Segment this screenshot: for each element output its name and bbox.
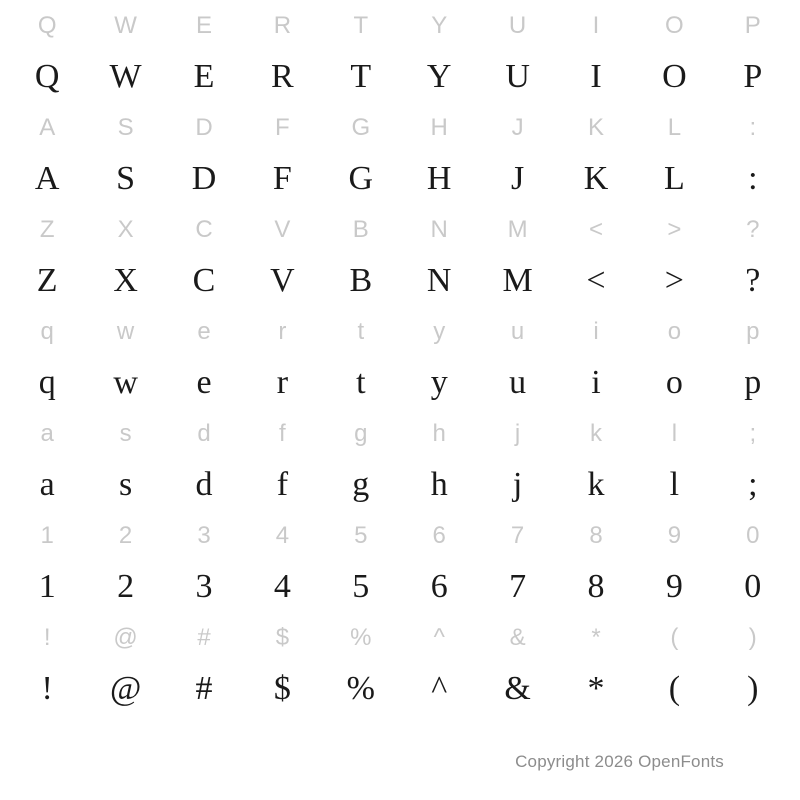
glyph-reference: t — [357, 317, 365, 345]
glyph-reference: k — [589, 419, 602, 447]
glyph-sample: Y — [426, 57, 452, 95]
glyph-sample: W — [109, 57, 142, 95]
glyph-reference: I — [592, 11, 600, 39]
glyph-sample: T — [350, 57, 372, 95]
glyph-sample: 0 — [744, 567, 762, 605]
glyph-reference: U — [508, 11, 527, 39]
glyph-reference: 2 — [118, 521, 133, 549]
glyph-reference: ! — [43, 623, 51, 651]
glyph-sample: Z — [36, 261, 58, 299]
glyph-reference: o — [667, 317, 682, 345]
glyph-sample: k — [587, 465, 605, 503]
glyph-sample: t — [356, 363, 366, 401]
glyph-sample: I — [590, 57, 602, 95]
glyph-row-sample — [0, 663, 800, 714]
glyph-sample: C — [192, 261, 216, 299]
glyph-reference: C — [195, 215, 213, 243]
glyph-reference: 9 — [667, 521, 682, 549]
glyph-sample: o — [665, 363, 683, 401]
glyph-sample: F — [272, 159, 292, 197]
glyph-sample: i — [591, 363, 601, 401]
glyph-reference: 8 — [589, 521, 603, 549]
glyph-sample: 8 — [587, 567, 605, 605]
glyph-sample: J — [510, 159, 525, 197]
glyph-sample: ? — [745, 261, 761, 299]
glyph-reference: ; — [749, 419, 757, 447]
glyph-row-sample — [0, 459, 800, 510]
glyph-sample: 4 — [273, 567, 291, 605]
glyph-sample: l — [669, 465, 680, 503]
glyph-sample: P — [743, 57, 763, 95]
glyph-sample: E — [193, 57, 215, 95]
glyph-reference: & — [509, 623, 526, 651]
glyph-sample: 2 — [117, 567, 135, 605]
glyph-sample: w — [113, 363, 138, 401]
glyph-row-sample — [0, 153, 800, 204]
glyph-reference: < — [588, 215, 603, 243]
glyph-reference: $ — [275, 623, 290, 651]
glyph-sample: O — [662, 57, 687, 95]
glyph-reference: > — [667, 215, 682, 243]
glyph-sample: $ — [273, 669, 291, 707]
glyph-sample: 7 — [509, 567, 527, 605]
glyph-reference: ^ — [433, 623, 445, 651]
glyph-reference: 7 — [510, 521, 525, 549]
glyph-reference: h — [432, 419, 446, 447]
glyph-sample: V — [270, 261, 295, 299]
glyph-reference: X — [117, 215, 134, 243]
glyph-reference: V — [274, 215, 291, 243]
glyph-reference: Y — [431, 11, 448, 39]
glyph-reference: 5 — [354, 521, 368, 549]
glyph-sample: M — [502, 261, 533, 299]
glyph-sample: p — [744, 363, 762, 401]
glyph-reference: % — [350, 623, 372, 651]
glyph-reference: : — [749, 113, 757, 141]
glyph-reference: * — [591, 623, 601, 651]
glyph-row-reference — [0, 0, 800, 51]
glyph-row-sample — [0, 51, 800, 102]
glyph-reference: T — [353, 11, 369, 39]
glyph-sample: ! — [41, 669, 53, 707]
glyph-reference: O — [665, 11, 684, 39]
glyph-reference: q — [40, 317, 54, 345]
glyph-reference: G — [351, 113, 371, 141]
glyph-reference: 6 — [432, 521, 446, 549]
glyph-reference: # — [197, 623, 211, 651]
glyph-reference: l — [671, 419, 678, 447]
glyph-row-reference — [0, 102, 800, 153]
glyph-sample: y — [430, 363, 448, 401]
glyph-sample: 9 — [665, 567, 683, 605]
glyph-reference: Q — [37, 11, 57, 39]
glyph-reference: S — [117, 113, 134, 141]
glyph-sample: # — [195, 669, 213, 707]
glyph-sample: > — [664, 261, 684, 299]
glyph-reference: u — [510, 317, 525, 345]
glyph-reference: L — [667, 113, 682, 141]
glyph-sample: U — [505, 57, 530, 95]
glyph-sample: K — [583, 159, 609, 197]
glyph-sample: S — [116, 159, 136, 197]
glyph-reference: a — [40, 419, 54, 447]
glyph-reference: 4 — [275, 521, 290, 549]
glyph-sample: q — [38, 363, 56, 401]
glyph-sample: & — [504, 669, 531, 707]
glyph-sample: X — [113, 261, 138, 299]
glyph-sample: a — [39, 465, 55, 503]
glyph-reference: ) — [748, 623, 757, 651]
glyph-sample: @ — [109, 669, 142, 707]
glyph-sample: 3 — [195, 567, 213, 605]
glyph-reference: F — [275, 113, 290, 141]
glyph-sample: f — [276, 465, 289, 503]
glyph-reference: N — [430, 215, 448, 243]
glyph-reference: e — [197, 317, 211, 345]
glyph-row-reference — [0, 612, 800, 663]
glyph-reference: ? — [746, 215, 760, 243]
glyph-sample: A — [34, 159, 60, 197]
glyph-row-reference — [0, 510, 800, 561]
glyph-reference: A — [39, 113, 56, 141]
glyph-sample: L — [664, 159, 685, 197]
glyph-reference: s — [119, 419, 132, 447]
glyph-reference: 0 — [746, 521, 760, 549]
glyph-reference: D — [195, 113, 213, 141]
glyph-reference: P — [744, 11, 761, 39]
glyph-sample: : — [748, 159, 758, 197]
glyph-sample: ; — [748, 465, 758, 503]
glyph-reference: y — [433, 317, 446, 345]
glyph-sample: ) — [747, 669, 759, 707]
glyph-reference: @ — [113, 623, 138, 651]
glyph-sample: h — [430, 465, 448, 503]
glyph-reference: 3 — [197, 521, 211, 549]
glyph-reference: r — [278, 317, 287, 345]
glyph-sample: ( — [668, 669, 681, 707]
glyph-reference: W — [114, 11, 137, 39]
glyph-reference: g — [354, 419, 368, 447]
glyph-sample: j — [512, 465, 523, 503]
glyph-row-sample — [0, 561, 800, 612]
glyph-reference: H — [430, 113, 448, 141]
glyph-reference: ( — [670, 623, 679, 651]
glyph-reference: E — [195, 11, 212, 39]
glyph-sample: < — [586, 261, 606, 299]
glyph-row-reference — [0, 408, 800, 459]
glyph-sample: Q — [34, 57, 60, 95]
glyph-sample: g — [352, 465, 370, 503]
glyph-sample: e — [196, 363, 212, 401]
glyph-sample: ^ — [431, 669, 448, 707]
glyph-sample: 5 — [352, 567, 370, 605]
glyph-sample: * — [587, 669, 605, 707]
glyph-sample: s — [118, 465, 133, 503]
glyph-row-reference — [0, 306, 800, 357]
glyph-reference: d — [197, 419, 211, 447]
glyph-reference: R — [273, 11, 292, 39]
glyph-reference: Z — [39, 215, 55, 243]
glyph-sample: B — [349, 261, 373, 299]
glyph-reference: f — [279, 419, 286, 447]
glyph-reference: B — [352, 215, 369, 243]
glyph-sample: N — [426, 261, 452, 299]
glyph-reference: 1 — [40, 521, 54, 549]
glyph-reference: w — [116, 317, 135, 345]
glyph-sample: R — [271, 57, 294, 95]
glyph-row-sample — [0, 255, 800, 306]
glyph-reference: K — [587, 113, 604, 141]
glyph-row-reference — [0, 204, 800, 255]
glyph-sample: r — [276, 363, 289, 401]
copyright-notice: Copyright 2026 OpenFonts — [515, 752, 724, 771]
glyph-reference: i — [593, 317, 599, 345]
glyph-sample: G — [348, 159, 374, 197]
glyph-reference: p — [746, 317, 760, 345]
glyph-sample: 1 — [38, 567, 56, 605]
glyph-reference: M — [507, 215, 528, 243]
glyph-sample: D — [191, 159, 217, 197]
glyph-row-sample — [0, 357, 800, 408]
glyph-sample: d — [195, 465, 213, 503]
glyph-sample: % — [346, 669, 375, 707]
glyph-reference: j — [514, 419, 521, 447]
glyph-sample: 6 — [430, 567, 448, 605]
glyph-sample: u — [509, 363, 527, 401]
glyph-reference: J — [511, 113, 524, 141]
glyph-sample: H — [426, 159, 452, 197]
